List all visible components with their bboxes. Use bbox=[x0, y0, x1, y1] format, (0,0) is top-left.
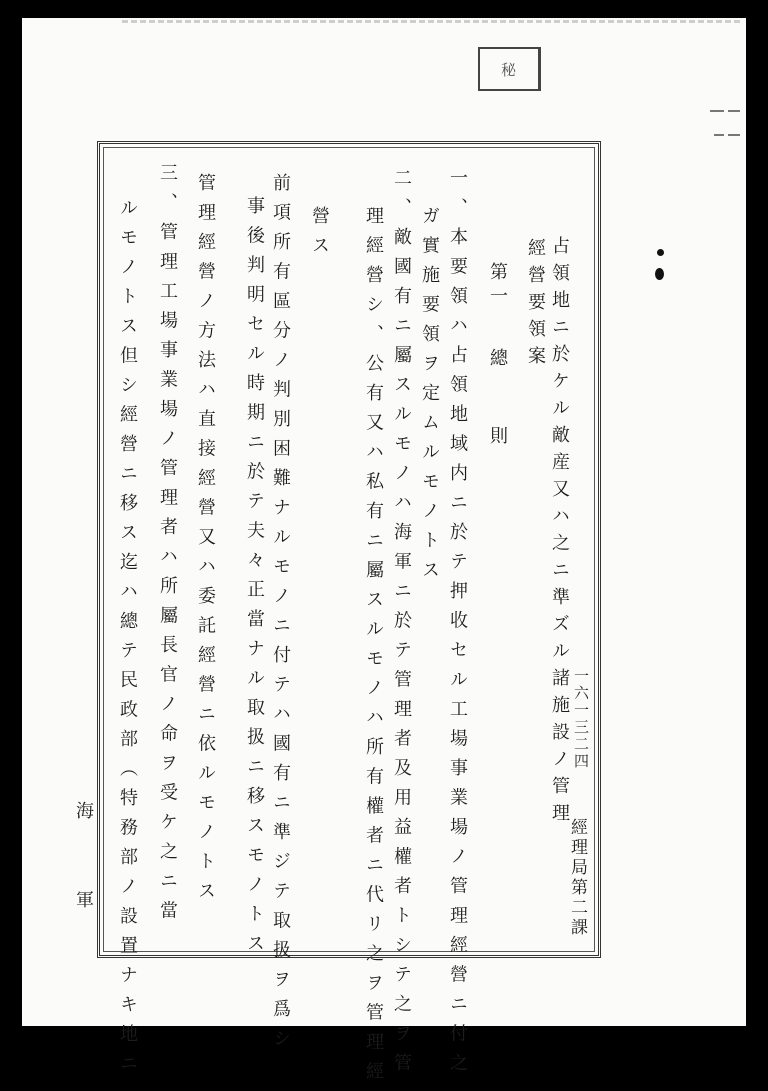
stamp-text: 秘 bbox=[500, 60, 517, 79]
paragraph-line: 一、本要領ハ占領地域内ニ於テ押收セル工場事業場ノ管理經營ニ付之 bbox=[447, 168, 468, 1083]
chapter-title: 總則 bbox=[487, 348, 508, 504]
ink-dot bbox=[657, 249, 664, 256]
paragraph-line: 三、管理工場事業場ノ管理者ハ所屬長官ノ命ヲ受ケ之ニ當 bbox=[157, 163, 178, 930]
paragraph-line: ガ實施要領ヲ定ムルモノトス bbox=[419, 206, 440, 590]
margin-mark bbox=[710, 110, 724, 112]
paragraph-line: ルモノトス但シ經營ニ移ス迄ハ總テ民政部（特務部ノ設置ナキ地ニ bbox=[117, 198, 138, 1083]
paragraph-line: 事後判明セル時期ニ於テ夫々正當ナル取扱ニ移スモノトス bbox=[244, 196, 265, 963]
margin-char-navy: 海 bbox=[73, 801, 94, 819]
margin-mark bbox=[728, 110, 740, 112]
paragraph-line: 管理經營ノ方法ハ直接經營又ハ委託經營ニ依ルモノトス bbox=[195, 173, 216, 911]
paragraph-line: 前項所有區分ノ判別困難ナルモノニ付テハ國有ニ準ジテ取扱ヲ爲シ bbox=[270, 173, 291, 1058]
margin-char-navy: 軍 bbox=[73, 890, 94, 908]
document-page bbox=[22, 18, 746, 1091]
office-name: 經理局第二課 bbox=[567, 818, 587, 938]
confidential-stamp bbox=[478, 47, 541, 91]
paragraph-line: 二、敵國有ニ屬スルモノハ海軍ニ於テ管理者及用益權者トシテ之ヲ管 bbox=[391, 168, 412, 1083]
ink-dot bbox=[655, 268, 664, 280]
document-title: 占領地ニ於ケル敵産又ハ之ニ準ズル諸施設ノ管理 bbox=[549, 236, 570, 830]
paragraph-line: 營ス bbox=[309, 206, 330, 265]
margin-mark bbox=[714, 134, 724, 136]
scan-edge bbox=[122, 20, 742, 23]
document-title-prefix: 經營要領案 bbox=[525, 238, 546, 373]
paragraph-line: 理經營シ、公有又ハ私有ニ屬スルモノハ所有權者ニ代リ之ヲ管理經 bbox=[363, 206, 384, 1091]
margin-mark bbox=[728, 134, 740, 136]
chapter-number: 第一 bbox=[487, 262, 508, 310]
reference-number: 一六一三二四 bbox=[572, 668, 590, 770]
